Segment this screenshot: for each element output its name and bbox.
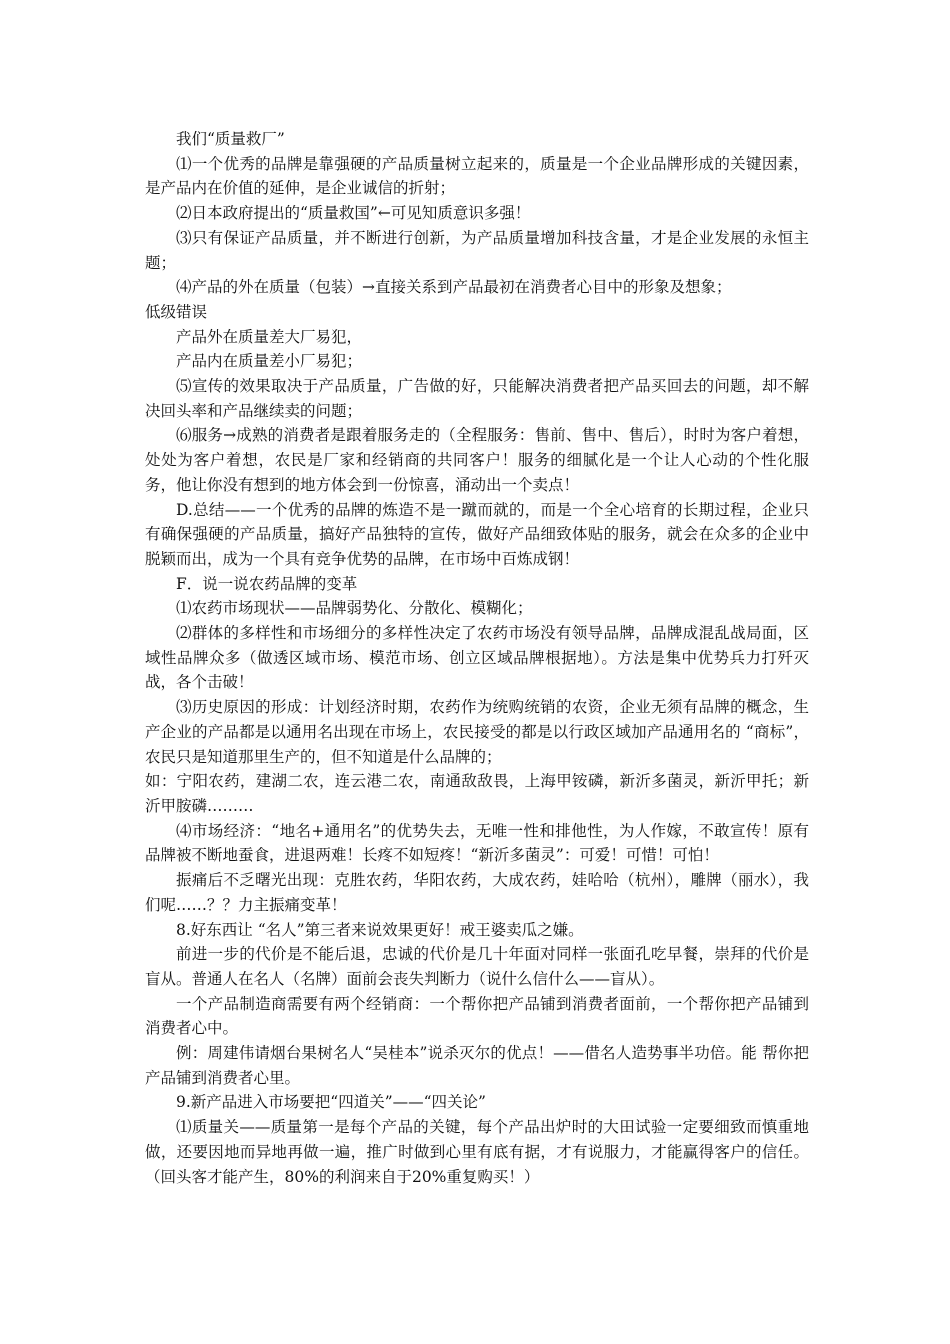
paragraph-5: ⑸宣传的效果取决于产品质量，广告做的好，只能解决消费者把产品买回去的问题，却不解决回头率和产品继续卖的问题； (145, 377, 809, 420)
paragraph-6: ⑹服务→成熟的消费者是跟着服务走的（全程服务：售前、售中、售后），时时为客户着想，处处为客户着想，农民是厂家和经销商的共同客户！服务的细腻化是一个让人心动的个性化服务，他让你没有想到的地方体会到一份惊喜，涌动出一个卖点！ (145, 426, 809, 494)
paragraph-1: ⑴一个优秀的品牌是靠强硬的产品质量树立起来的，质量是一个企业品牌形成的关键因素，是产品内在价值的延伸，是企业诚信的折射； (145, 154, 809, 198)
document-page (145, 127, 809, 1189)
paragraph-f5: 振痛后不乏曙光出现：克胜农药，华阳农药，大成农药，娃哈哈（杭州），雕牌（丽水），我们呢……？？力主振痛变革！ (145, 871, 809, 914)
paragraph-8a: 前进一步的代价是不能后退，忠诚的代价是几十年面对同样一张面孔吃早餐，崇拜的代价是盲从。普通人在名人（名牌）面前会丧失判断力（说什么信什么——盲从）。 (145, 945, 809, 988)
heading-low-level-errors: 低级错误 (145, 302, 208, 321)
paragraph-f1: ⑴农药市场现状——品牌弱势化、分散化、模糊化； (176, 599, 533, 618)
paragraph-2: ⑵日本政府提出的“质量救国”←可见知质意识多强！ (176, 204, 531, 223)
heading-section-9: 9.新产品进入市场要把“四道关”——“四关论” (176, 1093, 486, 1112)
list-item: 产品内在质量差小厂易犯； (176, 352, 363, 371)
paragraph-f2: ⑵群体的多样性和市场细分的多样性决定了农药市场没有领导品牌，品牌成混乱战局面，区域性品牌众多（做透区域市场、模范市场、创立区域品牌根据地）。方法是集中优势兵力打歼灭战，各个击破！ (145, 624, 809, 692)
paragraph-8b: 一个产品制造商需要有两个经销商：一个帮你把产品铺到消费者面前，一个帮你把产品铺到消费者心中。 (145, 994, 809, 1038)
heading-section-f: F．说一说农药品牌的变革 (176, 574, 358, 593)
paragraph-9a: ⑴质量关——质量第一是每个产品的关键，每个产品出炉时的大田试验一定要细致而慎重地做，还要因地而异地再做一遍，推广时做到心里有底有据，才有说服力，才能赢得客户的信任。（回头客才能产生，80%的利润来自于20%重复购买！） (145, 1118, 809, 1186)
heading-section-8: 8.好东西让 “名人”第三者来说效果更好！戒王婆卖瓜之嫌。 (176, 920, 584, 939)
paragraph-f4: ⑷市场经济：“地名+通用名”的优势失去，无唯一性和排他性，为人作嫁，不敢宣传！原有品牌被不断地蚕食，进退两难！长疼不如短疼！“新沂多菌灵”：可爱！可惜！可怕！ (145, 821, 809, 865)
paragraph-summary: D.总结——一个优秀的品牌的炼造不是一蹴而就的，而是一个全心培育的长期过程，企业只有确保强硬的产品质量，搞好产品独特的宣传，做好产品细致体贴的服务，就会在众多的企业中脱颖而出，成为一个具有竞争优势的品牌，在市场中百炼成钢！ (145, 500, 809, 568)
paragraph-f3: ⑶历史原因的形成：计划经济时期，农药作为统购统销的农资，企业无须有品牌的概念，生产企业的产品都是以通用名出现在市场上，农民接受的都是以行政区域加产品通用名的 “商标”，农民只是知道那里生产的，但不知道是什么品牌的； (145, 698, 809, 766)
paragraph-3: ⑶只有保证产品质量，并不断进行创新，为产品质量增加科技含量，才是企业发展的永恒主题； (145, 228, 809, 272)
paragraph-examples: 如：宁阳农药，建湖二农，连云港二农，南通敌敌畏，上海甲铵磷，新沂多菌灵，新沂甲托；新沂甲胺磷……… (145, 772, 809, 815)
paragraph-4: ⑷产品的外在质量（包装）→直接关系到产品最初在消费者心目中的形象及想象； (176, 278, 732, 297)
paragraph-8c: 例：周建伟请烟台果树名人“吴桂本”说杀灭尔的优点！——借名人造势事半功倍。能 帮你把产品铺到消费者心里。 (145, 1044, 809, 1087)
list-item: 产品外在质量差大厂易犯， (176, 327, 363, 346)
heading-quality-saves-factory: 我们“质量救厂” (176, 130, 285, 148)
